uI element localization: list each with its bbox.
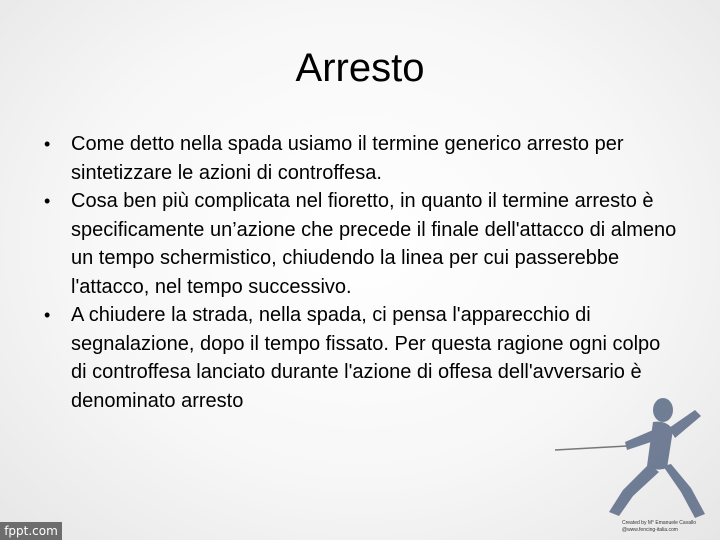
credit-text [622,520,720,534]
bullet-marker: • [44,191,51,211]
bullet-text: A chiudere la strada, nella spada, ci pensa l'apparecchio di segnalazione, dopo il tempo fissato. Per questa ragione ogni colpo di controffesa lanciato durante l'azione di offesa dell'avversario è denominato arresto [71,304,661,412]
bullet-list [44,130,680,415]
fencer-silhouette-icon [545,380,715,525]
bullet-marker: • [44,134,51,154]
watermark-badge: fppt.com [0,522,62,540]
credit-line: @www.fencing-italia.com [622,527,678,533]
bullet-text: Come detto nella spada usiamo il termine generico arresto per sintetizzare le azioni di controffesa. [71,133,624,184]
bullet-item [44,187,680,301]
credit-line: Created by M° Emanuele Cavallo [622,520,696,526]
bullet-text: Cosa ben più complicata nel fioretto, in quanto il termine arresto è specificamente un’azione che precede il finale dell'attacco di almeno un tempo schermistico, chiudendo la linea per cui passerebbe l'attacco, nel tempo successivo. [71,190,677,298]
slide-title: Arresto [295,46,425,90]
bullet-item [44,130,680,187]
bullet-marker: • [44,305,51,325]
